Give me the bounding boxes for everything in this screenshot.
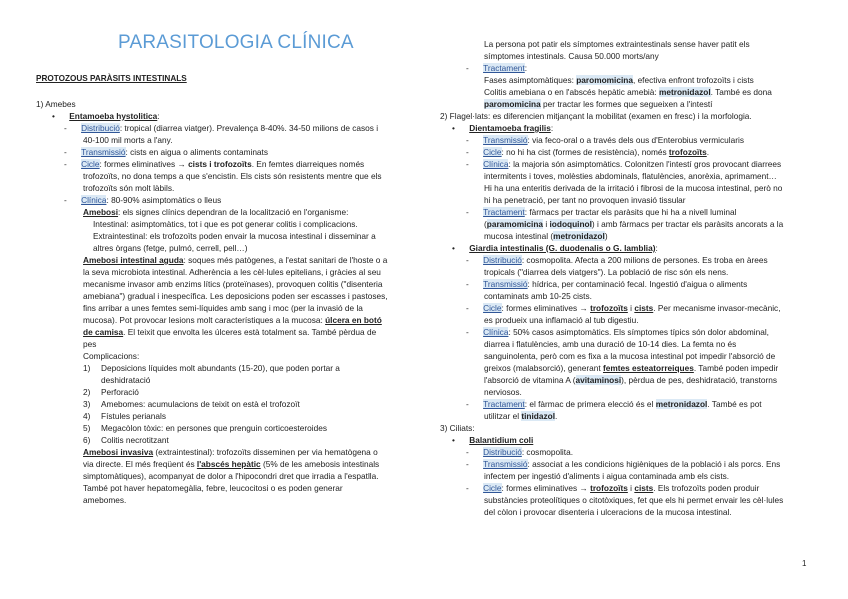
- d-clin-text-4: hi ha penetració, per tant no provoquen invasió tissular: [484, 195, 686, 205]
- aguda-text-4: amebiana") gradual i inespecífica. Les deposicions poden ser escasses i pastoses,: [83, 291, 388, 301]
- transmissio-label: Transmissió: [81, 147, 126, 157]
- complicacions-heading: Complicacions:: [83, 351, 140, 361]
- b-dist-row: - Distribució: cosmopolita.: [466, 447, 573, 457]
- list-item: 2) Perforació: [83, 387, 139, 397]
- giardia-item: • Giardia intestinalis (G. duodenalis o G. lamblia):: [452, 243, 658, 253]
- aguda-text-7: de camisa. El teixit que envolta les úlceres està totalment sa. També pèrdua de: [83, 327, 377, 337]
- clinica-label: Clínica: [81, 195, 107, 205]
- dientamoeba-item: • Dientamoeba fragilis:: [452, 123, 554, 133]
- dash-icon: -: [466, 447, 469, 457]
- persona-text-1: La persona pot patir els símptomes extraintestinals sense haver patit els: [484, 39, 750, 49]
- list-item: 1) Deposicions líquides molt abundants (15-20), que poden portar a: [83, 363, 340, 373]
- b-trans-row: - Transmissió: associat a les condicions higièniques de la població i als porcs. Ens: [466, 459, 781, 469]
- dientamoeba-name: Dientamoeba fragilis: [469, 123, 551, 133]
- cicle-text-3: trofozoïts són molt làbils.: [83, 183, 175, 193]
- g-clin-text-3: sanguinolenta, però com es fixa a la mucosa intestinal pot impedir l'absorció de: [484, 351, 776, 361]
- g-cicle-row: - Cicle: formes eliminatives → trofozoïts i cists. Per mecanisme invasor-mecànic,: [466, 303, 781, 313]
- aguda-label: Amebosi intestinal aguda: [83, 255, 184, 265]
- invasiva-label: Amebosi invasiva: [83, 447, 154, 457]
- invasiva-text-3: simptomàtiques), acompanyat de dolor a l'hipocondri dret que irradia a l'espatlla.: [83, 471, 379, 481]
- cicle-row: [64, 158, 364, 170]
- d-tract-text-3: mucosa intestinal (metronidazol): [484, 231, 608, 241]
- dash-icon: -: [466, 327, 469, 337]
- tract-text-2: Colitis amebiana o en l'abscés hepàtic amebià: metronidazol. També es dona: [484, 87, 772, 97]
- bullet-icon: •: [452, 435, 455, 445]
- entamoeba-item: • Entamoeba hystolitica:: [52, 111, 160, 121]
- balantidium-name: Balantidium coli: [469, 435, 534, 445]
- b-cicle-row: - Cicle: formes eliminatives → trofozoïts i cists. Els trofozoïts poden produir: [466, 483, 760, 493]
- invasiva-text-2: via directe. El més freqüent és l'abscés hepàtic (5% de les amebosis intestinals: [83, 459, 380, 469]
- clinica-text: : 80-90% asimptomàtics o lleus: [106, 195, 222, 205]
- dash-icon: -: [466, 255, 469, 265]
- invasiva-text-5: amebomes.: [83, 495, 127, 505]
- b-cicle-text-2: substàncies proteolítiques o citotòxiques, fet que els hi permet envair les cèl·lules: [484, 495, 784, 505]
- cicle-label: Cicle: [81, 159, 100, 169]
- dash-icon: -: [466, 63, 469, 73]
- aguda-text-8: pes: [83, 339, 97, 349]
- d-clin-row: - Clínica: la majoria són asimptomàtics. Colonitzen l'intestí gros provocant diarrees: [466, 159, 782, 169]
- bullet-icon: •: [52, 111, 55, 121]
- d-tract-row: - Tractament: fàrmacs per tractar els paràsits que hi ha a nivell luminal: [466, 207, 737, 217]
- page-number: 1: [802, 559, 807, 568]
- dash-icon: -: [466, 147, 469, 157]
- cicle-bold: cists i trofozoïts: [188, 159, 252, 169]
- g-clin-text-2: diarrea i flatulències, amb una duració de 10-14 dies. La femta no és: [484, 339, 737, 349]
- dash-icon: -: [64, 159, 67, 169]
- bullet-icon: •: [452, 243, 455, 253]
- dash-icon: -: [466, 303, 469, 313]
- g-clin-text-6: nerviosos.: [484, 387, 522, 397]
- b-trans-text-2: infectem per ingestió d'aliments i aigua contaminada amb els cists.: [484, 471, 730, 481]
- bullet-icon: •: [452, 123, 455, 133]
- g-clin-text-4: greixos (malabsorció), generant femtes esteatorreiques. També poden impedir: [484, 363, 779, 373]
- aguda-text-5: fins arribar a unes femtes semi-líquides amb sang i moc (per la invasió de la: [83, 303, 363, 313]
- g-trans-row: - Transmissió: hídrica, per contaminació fecal. Ingestió d'aigua o aliments: [466, 279, 748, 289]
- dash-icon: -: [466, 207, 469, 217]
- giardia-name: Giardia intestinalis (G. duodenalis o G. lamblia): [469, 243, 656, 253]
- camisa-bold: de camisa: [83, 327, 124, 337]
- cicle-text: : formes eliminatives →: [99, 159, 189, 169]
- cicle-text-b: . En femtes diarreiques només: [251, 159, 365, 169]
- dash-icon: -: [466, 135, 469, 145]
- d-clin-text-3: Hi ha una enteritis derivada de la irritació i fibrosi de la mucosa intestinal, però no: [484, 183, 783, 193]
- g-dist-row: - Distribució: cosmopolita. Afecta a 200 milions de persones. Es troba en àrees: [466, 255, 768, 265]
- extra-text-2: altres òrgans (fetge, pulmó, cerrell, pell…): [93, 243, 248, 253]
- dash-icon: -: [466, 459, 469, 469]
- list-item: 5) Megacòlon tòxic: en persones que prenguin corticoesteroides: [83, 423, 327, 433]
- dash-icon: -: [466, 279, 469, 289]
- flagel-heading: 2) Flagel·lats: es diferencien mitjançant la mobilitat (examen en fresc) i la morfologia.: [440, 111, 752, 121]
- tractament-label: Tractament: [483, 63, 525, 73]
- aguda-text-2: la seva microbiota intestinal. Adherència a les cèl·lules epitelians, i gràcies al seu: [83, 267, 381, 277]
- d-trans-row: - Transmissió: via feco-oral o a través dels ous d'Enterobius vermicularis: [466, 135, 744, 145]
- clinica-row: [64, 194, 221, 206]
- invasiva-text-4: També pot haver hepatomegàlia, febre, leucocitosi o es poden generar: [83, 483, 343, 493]
- dash-icon: -: [466, 159, 469, 169]
- g-tract-row: - Tractament: el fàrmac de primera elecció és el metronidazol. També es pot: [466, 399, 762, 409]
- ciliats-heading: 3) Ciliats:: [440, 423, 475, 433]
- tract-text-3: paromomicina per tractar les formes que segueixen a l'intestí: [484, 99, 713, 109]
- g-trans-text-2: contaminats amb 10-25 cists.: [484, 291, 592, 301]
- distribucio-row: [64, 122, 378, 134]
- distribucio-label: Distribució: [81, 123, 120, 133]
- transmissio-text: : cists en aigua o aliments contaminats: [125, 147, 269, 157]
- intestinal-text: Intestinal: asimptomàtics, tot i que es pot generar colitis i complicacions.: [93, 219, 358, 229]
- dash-icon: -: [466, 399, 469, 409]
- amebosi-row: [83, 206, 348, 218]
- amebes-heading: 1) Amebes: [36, 99, 76, 109]
- distribucio-text-2: 40-100 mil morts a l'any.: [83, 135, 173, 145]
- aguda-text-1: : soques més patògenes, a l'estat sanitari de l'hoste o a: [183, 255, 388, 265]
- balantidium-item: [452, 434, 533, 446]
- d-tract-text-2: (paramomicina i iodoquinol) i amb fàrmacs per tractar els paràsits ancorats a la: [484, 219, 784, 229]
- g-clin-row: - Clínica: 50% casos asimptomàtics. Els símptomes típics són dolor abdominal,: [466, 327, 769, 337]
- g-dist-text-2: tropicals ("diarrea dels viatgers"). La població de risc són els nens.: [484, 267, 729, 277]
- invasiva-row: Amebosi invasiva (extraintestinal): trofozoïts disseminen per via hematògena o: [83, 447, 378, 457]
- aguda-text-3: mecanisme invasor amb enzims lítics (proteïnases), provoquen colitis ("disenteria: [83, 279, 383, 289]
- extra-text-1: Extraintestinal: els trofozoïts poden envair la mucosa intestinal i disseminar a: [93, 231, 376, 241]
- list-item: 4) Fístules perianals: [83, 411, 167, 421]
- distribucio-text: : tropical (diarrea viatger). Prevalença 8-40%. 34-50 milions de casos i: [119, 123, 379, 133]
- ulcera-bold: úlcera en botó: [325, 315, 382, 325]
- d-clin-text-2: intermitents i toves, molèsties abdominals, flatulències, anorèxia, aprimament…: [484, 171, 777, 181]
- tractament-row: - Tractament:: [466, 63, 528, 73]
- entamoeba-name: Entamoeba hystolitica: [69, 111, 158, 121]
- b-cicle-text-3: del còlon i provocar disenteria i ulceracions de la mucosa intestinal.: [484, 507, 732, 517]
- cicle-text-2: trofozoïts, no dona temps a que s'encistin. Els cists són resistents mentre que els: [83, 171, 382, 181]
- d-cicle-row: - Cicle: no hi ha cist (formes de resistència), només trofozoïts.: [466, 147, 710, 157]
- dash-icon: -: [64, 123, 67, 133]
- g-clin-text-5: l'absorció de vitamina A (avitaminosi), pèrdua de pes, deshidratació, transtorns: [484, 375, 778, 385]
- transmissio-row: [64, 146, 268, 158]
- dash-icon: -: [466, 483, 469, 493]
- amebosi-label: Amebosi: [83, 207, 119, 217]
- aguda-text-6: mucosa). Pot provocar lesions molt característiques a la mucosa: úlcera en botó: [83, 315, 382, 325]
- list-item: 6) Colitis necrotitzant: [83, 435, 169, 445]
- section-heading: PROTOZOUS PARÀSITS INTESTINALS: [36, 74, 187, 83]
- dash-icon: -: [64, 195, 67, 205]
- list-item: 3) Amebomes: acumulacions de teixit on està el trofozoït: [83, 399, 300, 409]
- amebosi-text: : els signes clínics dependran de la localització en l'organisme:: [118, 207, 349, 217]
- g-tract-text-2: utilitzar el tinidazol.: [484, 411, 558, 421]
- persona-text-2: símptomes intestinals. Causa 50.000 morts/any: [484, 51, 659, 61]
- aguda-row: [83, 254, 387, 266]
- abscés-bold: l'abscés hepàtic: [196, 459, 261, 469]
- tract-text-1: Fases asimptomàtiques: paromomicina, efectiva enfront trofozoïts i cists: [484, 75, 754, 85]
- g-cicle-text-2: es produeix una inflamació al tub digestiu.: [484, 315, 639, 325]
- dash-icon: -: [64, 147, 67, 157]
- page-title: PARASITOLOGIA CLÍNICA: [118, 32, 354, 53]
